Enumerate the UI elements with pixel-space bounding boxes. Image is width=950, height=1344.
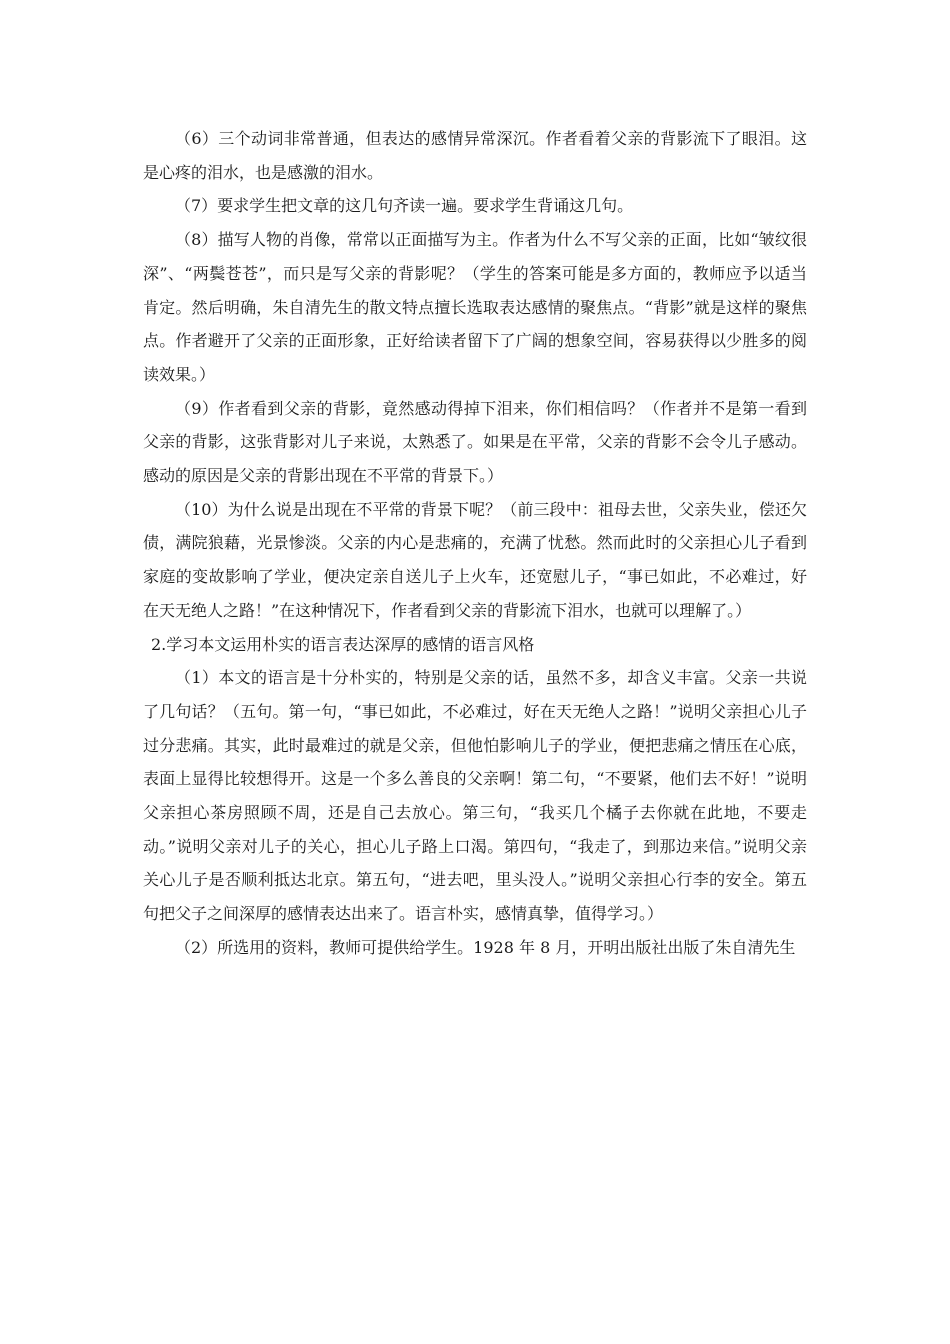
paragraph-9: （9）作者看到父亲的背影，竟然感动得掉下泪来，你们相信吗？（作者并不是第一看到父亲的背影，这张背影对儿子来说，太熟悉了。如果是在平常，父亲的背影不会令儿子感动。感动的原因是父亲的背影出现在不平常的背景下。）	[143, 398, 807, 486]
paragraph-language-1: （1）本文的语言是十分朴实的，特别是父亲的话，虽然不多，却含义丰富。父亲一共说了几句话？（五句。第一句，“事已如此，不必难过，好在天无绝人之路！”说明父亲担心儿子过分悲痛。其实，此时最难过的就是父亲，但他怕影响儿子的学业，便把悲痛之情压在心底，表面上显得比较想得开。这是一个多么善良的父亲啊！第二句，“不要紧，他们去不好！”说明父亲担心茶房照顾不周，还是自己去放心。第三句，“我买几个橘子去你就在此地，不要走动。”说明父亲对儿子的关心，担心儿子路上口渴。第四句，“我走了，到那边来信。”说明父亲关心儿子是否顺利抵达北京。第五句，“进去吧，里头没人。”说明父亲担心行李的安全。第五句把父子之间深厚的感情表达出来了。语言朴实，感情真挚，值得学习。）	[143, 668, 807, 924]
document-body	[143, 122, 807, 965]
paragraph-7: （7）要求学生把文章的这几句齐读一遍。要求学生背诵这几句。	[175, 196, 634, 216]
paragraph-8: （8）描写人物的肖像，常常以正面描写为主。作者为什么不写父亲的正面，比如“皱纹很深”、“两鬓苍苍”，而只是写父亲的背影呢？（学生的答案可能是多方面的，教师应予以适当肯定。然后明确，朱自清先生的散文特点擅长选取表达感情的聚焦点。“背影”就是这样的聚焦点。作者避开了父亲的正面形象，正好给读者留下了广阔的想象空间，容易获得以少胜多的阅读效果。）	[143, 230, 807, 384]
section-heading: 2.学习本文运用朴实的语言表达深厚的感情的语言风格	[151, 634, 535, 654]
paragraph-6: （6）三个动词非常普通，但表达的感情异常深沉。作者看着父亲的背影流下了眼泪。这是心疼的泪水，也是感激的泪水。	[143, 129, 807, 182]
paragraph-10: （10）为什么说是出现在不平常的背景下呢？（前三段中：祖母去世，父亲失业，偿还欠债，满院狼藉，光景惨淡。父亲的内心是悲痛的，充满了忧愁。然而此时的父亲担心儿子看到家庭的变故影响了学业，便决定亲自送儿子上火车，还宽慰儿子，“事已如此，不必难过，好在天无绝人之路！”在这种情况下，作者看到父亲的背影流下泪水，也就可以理解了。）	[143, 499, 807, 620]
paragraph-language-2: （2）所选用的资料，教师可提供给学生。1928 年 8 月，开明出版社出版了朱自清先生	[175, 937, 796, 957]
